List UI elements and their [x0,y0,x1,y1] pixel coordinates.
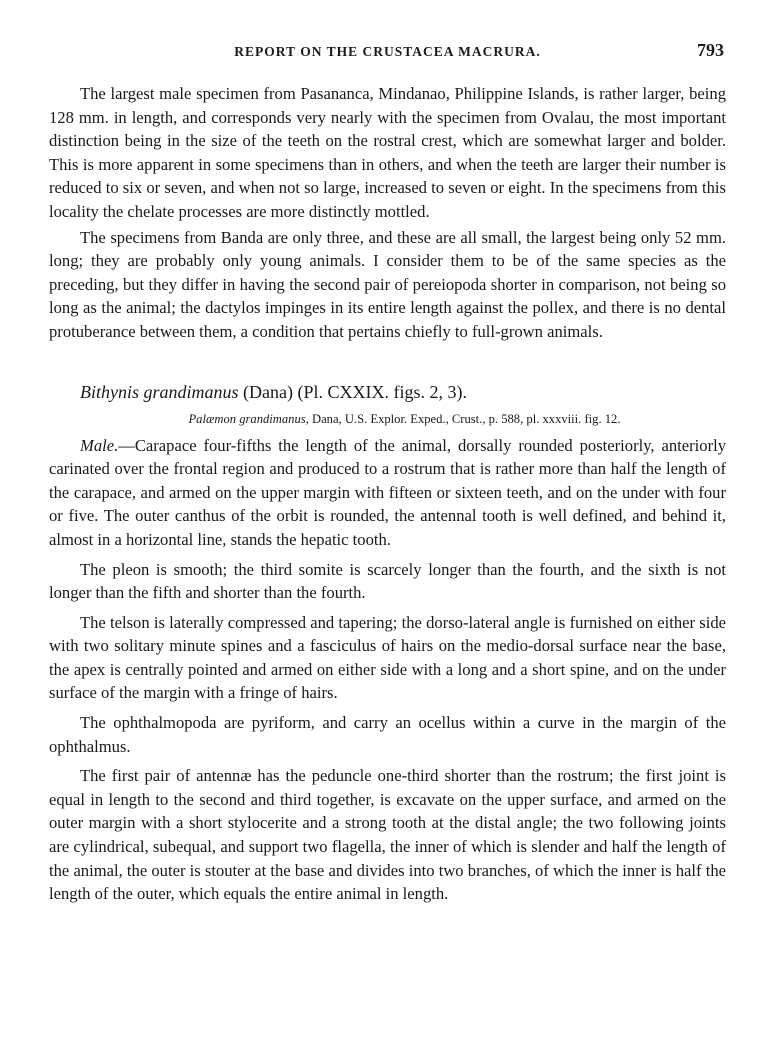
paragraph-telson: The telson is laterally compressed and tapering; the dorso-lateral angle is furnished on either side with two solitary minute spines and a fasciculus of hairs on the medio-dorsal surface near the base, the apex is centrally pointed and armed on either side with a long and a short spine, and on the under surface of the margin with a fringe of hairs. [49,612,726,703]
synonym-citation [49,408,726,430]
paragraph-banda: The specimens from Banda are only three, and these are all small, the largest being only 52 mm. long; they are probably only young animals. I consider them to be of the same species as the preceding, but they differ in having the second pair of pereiopoda shorter in comparison, not being so long as the animal; the dactylos impinges in its entire length against the pollex, and there is no dental protuberance between them, a condition that pertains chiefly to full-grown animals. [49,227,726,341]
male-carapace-text: —Carapace four-fifths the length of the animal, dorsally rounded posteriorly, anteriorly carinated over the frontal region and produced to a rostrum that is rather more than half the length of the carapace, and armed on the upper margin with fifteen or sixteen teeth, and on the under with four or five. The outer canthus of the orbit is rounded, the antennal tooth is well defined, and behind it, almost in a horizontal line, stands the hepatic tooth. [49,435,726,549]
species-name: Bithynis grandimanus [80,381,239,402]
synonym-reference: Dana, U.S. Explor. Exped., Crust., p. 588, pl. xxxviii. fig. 12. [308,411,621,426]
running-title: REPORT ON THE CRUSTACEA MACRURA. [234,44,541,59]
paragraph-pasananca: The largest male specimen from Pasananca, Mindanao, Philippine Islands, is rather larger, being 128 mm. in length, and corresponds very nearly with the specimen from Ovalau, the most important distinction being in the size of the teeth on the rostral crest, which are somewhat larger and bolder. This is more apparent in some specimens than in others, and when the teeth are larger their number is reduced to six or seven, and when not so large, increased to seven or eight. In the specimens from this locality the chelate processes are more distinctly mottled. [49,84,726,221]
paragraph-male-carapace [49,434,726,552]
paragraph-pleon: The pleon is smooth; the third somite is scarcely longer than the fourth, and the sixth is not longer than the fifth and shorter than the fourth. [49,559,726,603]
running-head [49,40,726,66]
page-number: 793 [697,40,724,60]
synonym-name: Palæmon grandimanus, [188,411,309,426]
paragraph-ophthalmopoda: The ophthalmopoda are pyriform, and carry an ocellus within a curve in the margin of the ophthalmus. [49,713,726,756]
species-heading [49,380,726,404]
species-authority: (Dana) (Pl. CXXIX. figs. 2, 3). [238,381,467,402]
paragraph-antennae: The first pair of antennæ has the peduncle one-third shorter than the rostrum; the first joint is equal in length to the second and third together, is excavate on the upper surface, and armed on the outer margin with a short stylocerite and a strong tooth at the distal angle; the two following joints are cylindrical, subequal, and support two flagella, the inner of which is slender and half the length of the animal, the outer is stouter at the base and divides into two branches, of which the inner is half the length of the outer, which equals the entire animal in length. [49,766,726,904]
male-label: Male. [80,435,119,455]
